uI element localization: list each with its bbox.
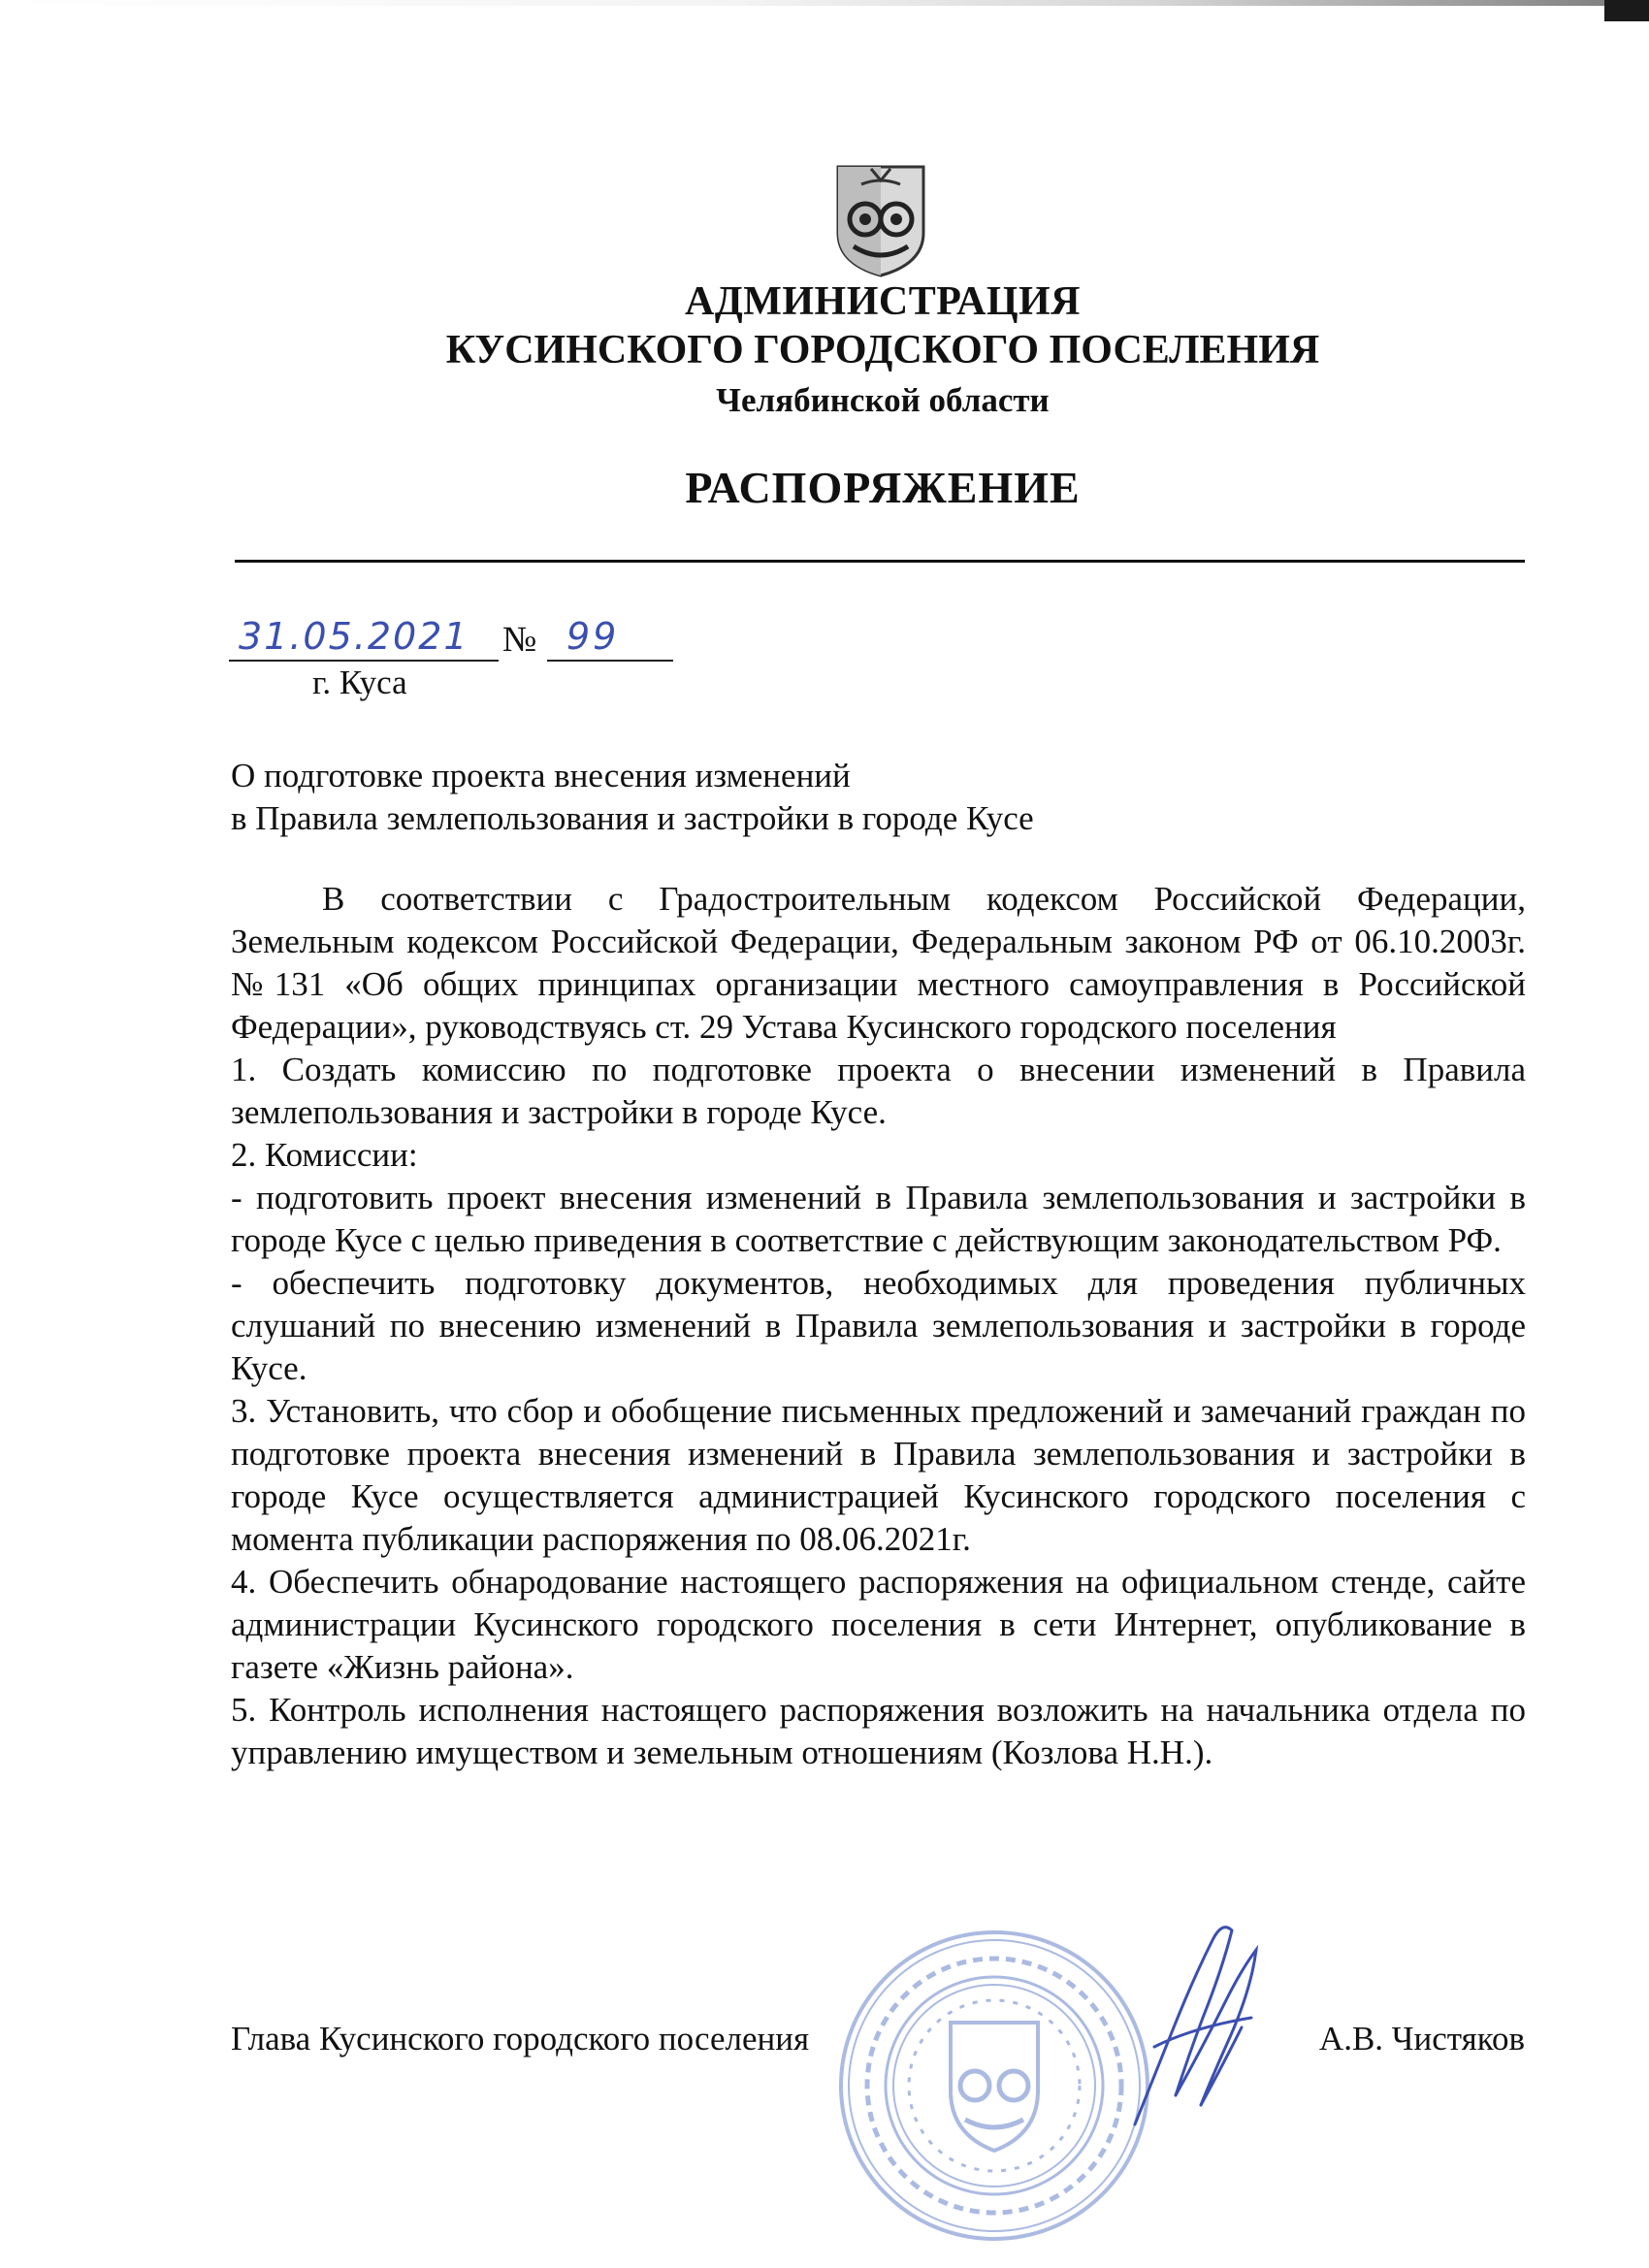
handwritten-date: 31.05.2021 bbox=[239, 615, 469, 658]
header-line-1: АДМИНИСТРАЦИЯ bbox=[684, 279, 1081, 324]
header-line-2: КУСИНСКОГО ГОРОДСКОГО ПОСЕЛЕНИЯ bbox=[445, 328, 1320, 373]
handwritten-signature-icon bbox=[1116, 1911, 1271, 2134]
header-line-3: Челябинской области bbox=[716, 381, 1050, 419]
body-paragraph: 1. Создать комиссию по подготовке проекта о внесении изменений в Правила землепользования и застройки в городе Кусе. bbox=[231, 1051, 1526, 1131]
body-paragraph: - обеспечить подготовку документов, необходимых для проведения публичных слушаний по внесению изменений в Правила землепользования и застройки в городе Кусе. bbox=[231, 1264, 1526, 1387]
signatory-name: А.В. Чистяков bbox=[1318, 2020, 1525, 2057]
subject-line-1: О подготовке проекта внесения изменений bbox=[231, 757, 851, 794]
number-sign: № bbox=[502, 620, 537, 660]
number-underline bbox=[547, 660, 673, 662]
document-type-title: РАСПОРЯЖЕНИЕ bbox=[685, 463, 1081, 512]
scan-top-edge bbox=[0, 0, 1649, 6]
scan-corner-mark bbox=[1604, 0, 1649, 21]
subject-line-2: в Правила землепользования и застройки в городе Кусе bbox=[231, 799, 1034, 837]
handwritten-number: 99 bbox=[566, 615, 620, 658]
body-paragraph: 4. Обеспечить обнародование настоящего распоряжения на официальном стенде, сайте администрации Кусинского городского поселения в сети Интернет, опубликование в газете «Жизнь района». bbox=[231, 1563, 1526, 1686]
city: г. Куса bbox=[312, 664, 407, 701]
official-seal-icon bbox=[834, 1926, 1154, 2246]
signatory-position: Глава Кусинского городского поселения bbox=[231, 2020, 810, 2057]
body-paragraph: В соответствии с Градостроительным кодексом Российской Федерации, Земельным кодексом Российской Федерации, Федеральным законом РФ от 06.10.2003г. №131 «Об общих принципах организации местного самоуправления в Российской Федерации», руководствуясь ст. 29 Устава Кусинского городского поселения bbox=[231, 880, 1526, 1046]
body-paragraph: - подготовить проект внесения изменений в Правила землепользования и застройки в городе Кусе с целью приведения в соответствие с действующим законодательством РФ. bbox=[231, 1179, 1526, 1259]
coat-of-arms-icon bbox=[832, 163, 929, 279]
body-paragraph: 2. Комиссии: bbox=[231, 1136, 418, 1174]
header-divider bbox=[235, 560, 1525, 563]
body-paragraph: 5. Контроль исполнения настоящего распоряжения возложить на начальника отдела по управлению имуществом и земельным отношениям (Козлова Н.Н.). bbox=[231, 1691, 1526, 1771]
date-underline bbox=[229, 660, 499, 662]
registration-line bbox=[229, 615, 675, 664]
document-subject bbox=[231, 755, 1034, 840]
document-body bbox=[231, 878, 1526, 1774]
body-paragraph: 3. Установить, что сбор и обобщение письменных предложений и замечаний граждан по подготовке проекта внесения изменений в Правила землепользования и застройки в городе Кусе осуществляется администрацией Кусинского городского поселения с момента публикации распоряжения по 08.06.2021г. bbox=[231, 1392, 1526, 1558]
